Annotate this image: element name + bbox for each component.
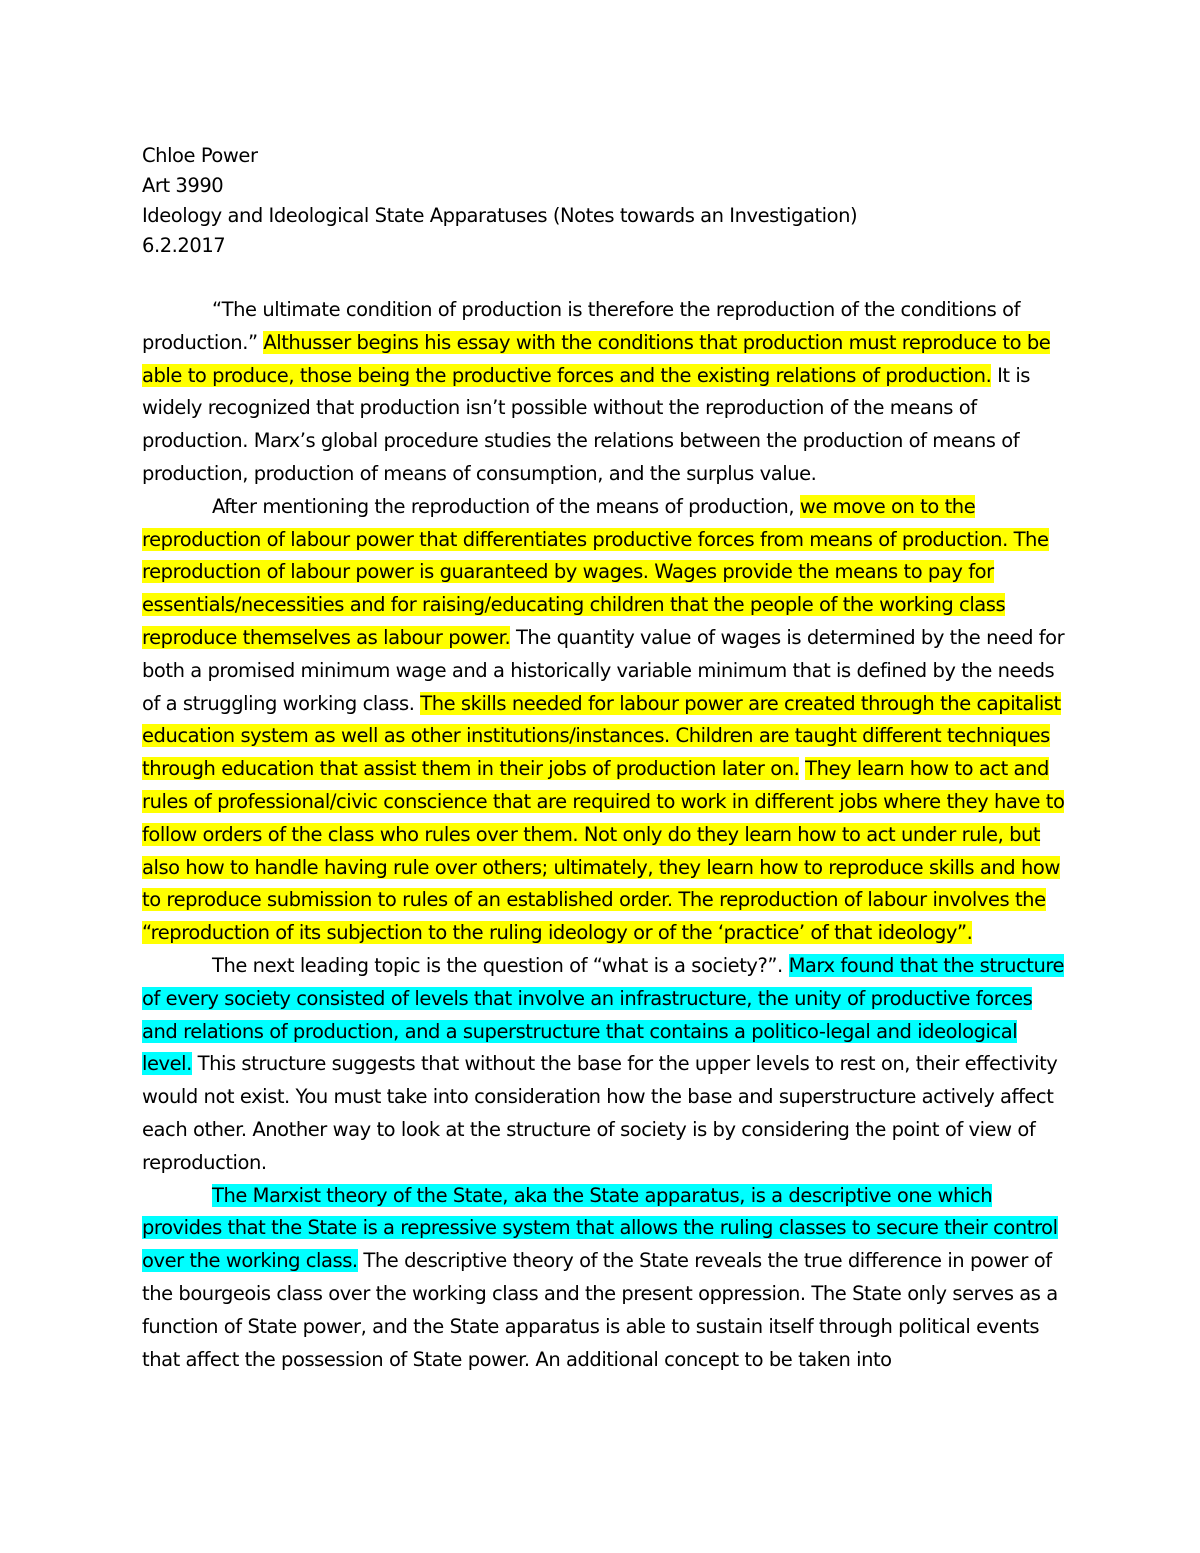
header-spacer: [142, 261, 1067, 294]
author-name: Chloe Power: [142, 144, 258, 167]
course-name: Art 3990: [142, 174, 224, 197]
plain-text: It is widely recognized that production isn’t possible without the reproduction of the means of production. Marx’s global procedure studies the relations between the production of means of production, production of means of consumption, and the surplus value.: [142, 363, 1030, 485]
paragraph-3: [142, 950, 1067, 1180]
yellow-highlight: They learn how to act and rules of professional/civic conscience that are required to work in different jobs where they have to follow orders of the class who rules over them. Not only do they learn how to act under rule, but also how to handle having rule over others; ultimately, they learn how to reproduce skills and how to reproduce submission to rules of an established order. The reproduction of labour involves the “reproduction of its subjection to the ruling ideology or of the ‘practice’ of that ideology”.: [142, 757, 1065, 945]
plain-text: This structure suggests that without the base for the upper levels to rest on, their effectivity would not exist. You must take into consideration how the base and superstructure actively affect each other. Another way to look at the structure of society is by considering the point of view of reproduction.: [142, 1052, 1058, 1174]
cyan-highlight: Marx found that the structure of every society consisted of levels that involve an infrastructure, the unity of productive forces and relations of production, and a superstructure that contains a politico-legal and ideological level.: [142, 953, 1065, 1076]
paragraph-4: [142, 1180, 1067, 1377]
paragraph-2: [142, 491, 1067, 950]
document-body: [142, 141, 1067, 1376]
yellow-highlight: The skills needed for labour power are created through the capitalist education system as well as other institutions/instances. Children are taught different techniques through education that assist them in their jobs of production later on.: [142, 691, 1061, 781]
essay-date: 6.2.2017: [142, 234, 226, 257]
paragraph-1: [142, 294, 1067, 491]
plain-text: After mentioning the reproduction of the means of production,: [212, 494, 800, 518]
essay-title: Ideology and Ideological State Apparatuses (Notes towards an Investigation): [142, 204, 858, 227]
plain-text: The next leading topic is the question of “what is a society?”.: [212, 953, 789, 977]
plain-text: The quantity value of wages is determined by the need for both a promised minimum wage and a historically variable minimum that is defined by the needs of a struggling working class.: [142, 625, 1065, 715]
plain-text: The descriptive theory of the State reveals the true difference in power of the bourgeois class over the working class and the present oppression. The State only serves as a function of State power, and the State apparatus is able to sustain itself through political events that affect the possession of State power. An additional concept to be taken into: [142, 1249, 1058, 1371]
yellow-highlight: we move on to the reproduction of labour power that differentiates productive forces from means of production. The reproduction of labour power is guaranteed by wages. Wages provide the means to pay for essentials/necessities and for raising/educating children that the people of the working class reproduce themselves as labour power.: [142, 494, 1049, 649]
cyan-highlight: The Marxist theory of the State, aka the State apparatus, is a descriptive one which provides that the State is a repressive system that allows the ruling classes to secure their control over the working class.: [142, 1183, 1058, 1273]
yellow-highlight: Althusser begins his essay with the conditions that production must reproduce to be able to produce, those being the productive forces and the existing relations of production.: [142, 330, 1051, 387]
quote-text: “The ultimate condition of production is therefore the reproduction of the conditions of production.”: [142, 298, 1020, 354]
